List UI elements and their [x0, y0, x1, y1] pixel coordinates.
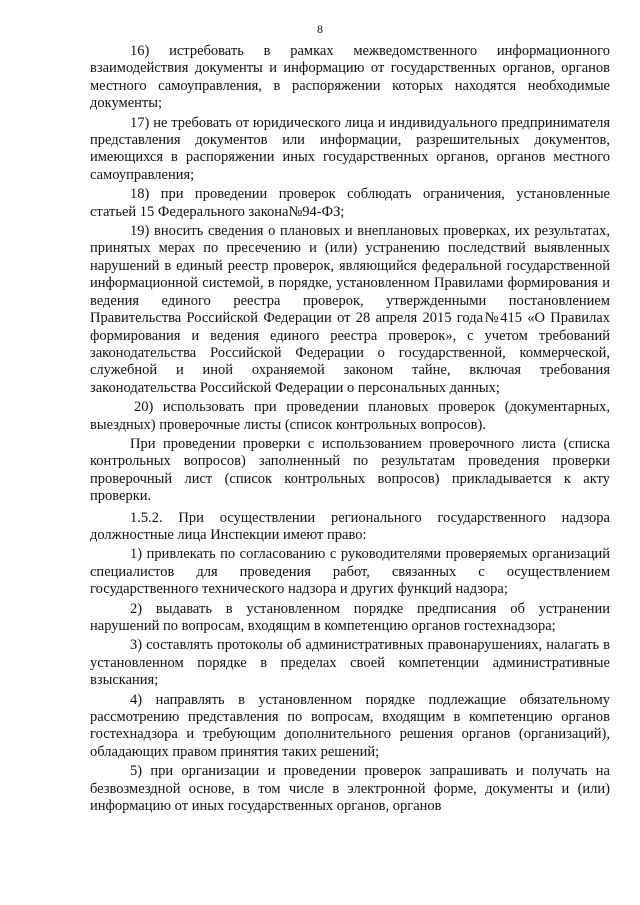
paragraph-item-20: 20) использовать при проведении плановых проверок (документарных, выездных) проверочные листы (список контрольных вопросов). [90, 399, 610, 433]
section-heading-1-5-2: 1.5.2. При осуществлении регионального государственного надзора должностные лица Инспекции имеют право: [90, 509, 610, 543]
document-body [90, 43, 610, 817]
paragraph-item-16: 16) истребовать в рамках межведомственного информационного взаимодействия документы и информацию от государственных органов, органов местного самоуправления, в распоряжении которых находятся необходимые документы; [90, 43, 610, 112]
paragraph-right-5: 5) при организации и проведении проверок запрашивать и получать на безвозмездной основе, в том числе в электронной форме, документы и (или) информацию от иных государственных органов, органов [90, 763, 610, 815]
page-number: 8 [317, 22, 323, 36]
paragraph-item-17: 17) не требовать от юридического лица и индивидуального предпринимателя представления документов или информации, разрешительных документов, имеющихся в распоряжении иных государственных органов, органов местного самоуправления; [90, 114, 610, 183]
paragraph-checklist-note: При проведении проверки с использованием проверочного листа (списка контрольных вопросов) заполненный по результатам проведения проверки проверочный лист (список контрольных вопросов) прикладывается к акту проверки. [90, 435, 610, 505]
paragraph-right-4: 4) направлять в установленном порядке подлежащие обязательному рассмотрению представления по вопросам, входящим в компетенцию органов гостехнадзора и требующим дополнительного решения органов (организаций), обладающих правом принятия таких решений; [90, 691, 610, 760]
paragraph-right-1: 1) привлекать по согласованию с руководителями проверяемых организаций специалистов для проведения работ, связанных с осуществлением государственного технического надзора и других функций надзора; [90, 546, 610, 598]
paragraph-right-2: 2) выдавать в установленном порядке предписания об устранении нарушений по вопросам, входящим в компетенцию органов гостехнадзора; [90, 600, 610, 634]
paragraph-item-19: 19) вносить сведения о плановых и внеплановых проверках, их результатах, принятых мерах по пресечению и (или) устранению последствий выявленных нарушений в единый реестр проверок, являющийся федеральной государственной информационной системой, в порядке, установленном Правилами формирования и ведения единого реестра проверок, утвержденными постановлением Правительства Российской Федерации от 28 апреля 2015 года№415 «О Правилах формирования и ведения единого реестра проверок», с учетом требований законодательства Российской Федерации о государственной, коммерческой, служебной и иной охраняемой законом тайне, включая требования законодательства Российской Федерации о персональных данных; [90, 223, 610, 396]
paragraph-item-18: 18) при проведении проверок соблюдать ограничения, установленные статьей 15 Федерального закона№94-ФЗ; [90, 186, 610, 220]
paragraph-right-3: 3) составлять протоколы об административных правонарушениях, налагать в установленном порядке в пределах своей компетенции административные взыскания; [90, 637, 610, 689]
